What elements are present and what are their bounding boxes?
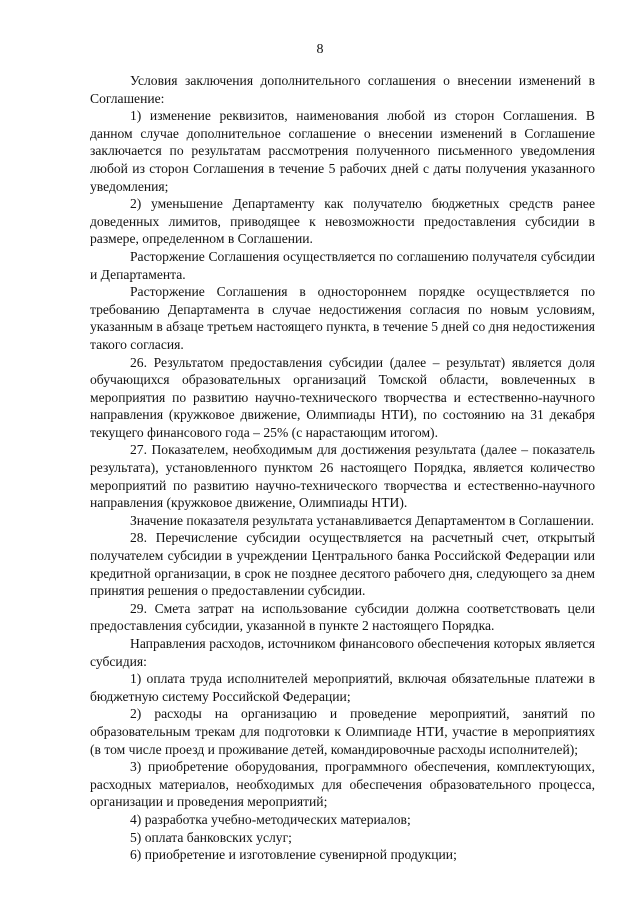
paragraph-27-indicator: 27. Показателем, необходимым для достижения результата (далее – показатель результата), установленного пунктом 26 настоящего Порядка, является количество мероприятий по развитию научно-технического творчества и естественно-научного направления (кружковое движение, Олимпиады НТИ). — [90, 442, 595, 511]
paragraph-indicator-value: Значение показателя результата устанавливается Департаментом в Соглашении. — [130, 512, 594, 528]
paragraph-28-transfer: 28. Перечисление субсидии осуществляется на расчетный счет, открытый получателем субсидии в учреждении Центрального банка Российской Федерации или кредитной организации, в срок не позднее десятого рабочего дня, следующего за днем принятия решения о предоставлении субсидии. — [90, 530, 595, 599]
list-item-expense-3: 3) приобретение оборудования, программного обеспечения, комплектующих, расходных материалов, необходимых для обеспечения образовательного процесса, организации и проведения мероприятий; — [90, 759, 595, 810]
list-item-expense-6: 6) приобретение и изготовление сувенирной продукции; — [130, 847, 457, 863]
list-item-expense-1: 1) оплата труда исполнителей мероприятий, включая обязательные платежи в бюджетную систему Российской Федерации; — [90, 671, 595, 704]
paragraph-condition-1: 1) изменение реквизитов, наименования любой из сторон Соглашения. В данном случае дополнительное соглашение о внесении изменений в Соглашение заключается по результатам рассмотрения полученного письменного уведомления любой из сторон Соглашения в течение 5 рабочих дней с даты получения указанного уведомления; — [90, 108, 595, 194]
paragraph-29-estimate: 29. Смета затрат на использование субсидии должна соответствовать цели предоставления субсидии, указанной в пункте 2 настоящего Порядка. — [90, 600, 595, 634]
paragraph-agreement-change-conditions: Условия заключения дополнительного соглашения о внесении изменений в Соглашение: — [90, 73, 595, 106]
list-item-expense-4: 4) разработка учебно-методических материалов; — [130, 811, 411, 827]
paragraph-condition-2: 2) уменьшение Департаменту как получателю бюджетных средств ранее доведенных лимитов, приводящее к невозможности предоставления субсидии в размере, определенном в Соглашении. — [90, 196, 595, 247]
paragraph-termination-mutual: Расторжение Соглашения осуществляется по соглашению получателя субсидии и Департамента. — [90, 248, 595, 282]
page-number: 8 — [316, 42, 324, 57]
list-item-expense-5: 5) оплата банковских услуг; — [130, 829, 292, 845]
paragraph-termination-unilateral: Расторжение Соглашения в одностороннем порядке осуществляется по требованию Департамента в случае недостижения согласия по новым условиям, указанным в абзаце третьем настоящего пункта, в течение 5 дней со дня недостижения такого согласия. — [90, 284, 595, 352]
paragraph-26-result: 26. Результатом предоставления субсидии (далее – результат) является доля обучающихся образовательных организаций Томской области, вовлеченных в мероприятия по развитию научно-технического творчества и естественно-научного направления (кружковое движение, Олимпиады НТИ), по состоянию на 31 декабря текущего финансового года – 25% (с нарастающим итогом). — [90, 354, 595, 440]
list-item-expense-2: 2) расходы на организацию и проведение мероприятий, занятий по образовательным трекам для подготовки к Олимпиаде НТИ, участие в мероприятиях (в том числе проезд и проживание детей, командировочные расходы исполнителей); — [90, 706, 595, 757]
paragraph-expense-directions: Направления расходов, источником финансового обеспечения которых является субсидия: — [90, 636, 595, 669]
document-body — [90, 72, 595, 864]
